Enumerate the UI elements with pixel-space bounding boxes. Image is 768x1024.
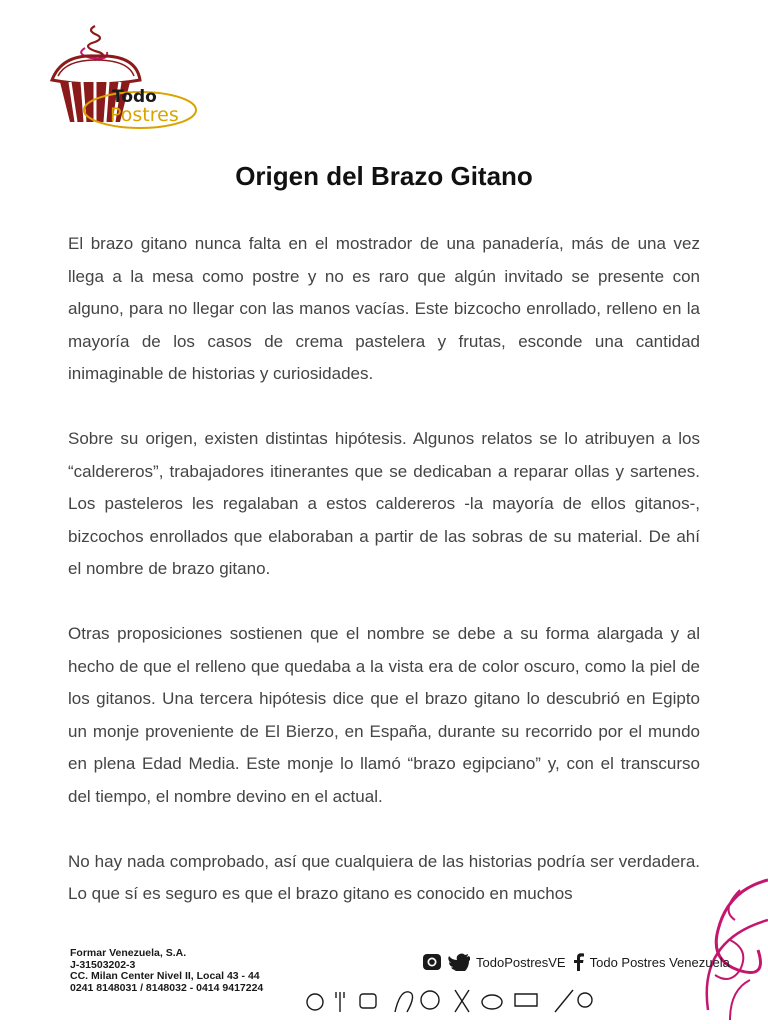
instagram-icon[interactable]: [422, 953, 442, 971]
company-phones: 0241 8148031 / 8148032 - 0414 9417224: [70, 981, 264, 994]
paragraph-4: No hay nada comprobado, así que cualquiera de las historias podría ser verdadera. Lo que sí es seguro es que el brazo gitano es conocido en muchos: [68, 851, 700, 904]
decorative-swirl: [600, 860, 768, 1024]
utensils-decoration: [300, 972, 600, 1024]
paragraph-3: Otras proposiciones sostienen que el nombre se debe a su forma alargada y al hecho de que el relleno que quedaba a la vista era de color oscuro, como la piel de los gitanos. Una tercera hipótesis dice que el brazo gitano lo descubrió en Egipto un monje proveniente de El Bierzo, en España, durante su recorrido por el mundo en plena Edad Media. Este monje lo llamó “brazo egipciano” y, con el transcurso del tiempo, el nombre devino en el actual.: [68, 623, 700, 806]
svg-text:Postres: Postres: [110, 104, 179, 126]
paragraph-1: El brazo gitano nunca falta en el mostrador de una panadería, más de una vez llega a la mesa como postre y no es raro que algún invitado se presente con alguno, para no llegar con las manos vacías. Este bizcocho enrollado, relleno en la mayoría de los casos de crema pastelera y frutas, esconde una cantidad inimaginable de historias y curiosidades.: [68, 234, 700, 384]
article-body: [68, 228, 700, 943]
company-name: Formar Venezuela, S.A.: [70, 947, 187, 959]
page-title: Origen del Brazo Gitano: [235, 161, 533, 192]
paragraph-2: Sobre su origen, existen distintas hipótesis. Algunos relatos se lo atribuyen a los “caldereros”, trabajadores itinerantes que se dedicaban a reparar ollas y sartenes. Los pasteleros les regalaban a estos caldereros -la mayoría de ellos gitanos-, bizcochos enrollados que elaboraban a partir de las sobras de su material. De ahí el nombre de brazo gitano.: [68, 428, 700, 579]
footer-company-info: [70, 948, 263, 994]
facebook-page-name[interactable]: Todo Postres Venezuela: [589, 954, 730, 970]
instagram-twitter-handle[interactable]: TodoPostresVE: [476, 954, 566, 970]
company-rif: J-31503202-3: [70, 958, 136, 971]
twitter-icon[interactable]: [448, 953, 470, 971]
todo-postres-logo: [40, 18, 200, 130]
facebook-icon[interactable]: [572, 953, 584, 971]
company-address: CC. Milan Center Nivel II, Local 43 - 44: [70, 970, 260, 982]
footer-social: [422, 953, 730, 971]
svg-text:Todo: Todo: [112, 87, 157, 107]
